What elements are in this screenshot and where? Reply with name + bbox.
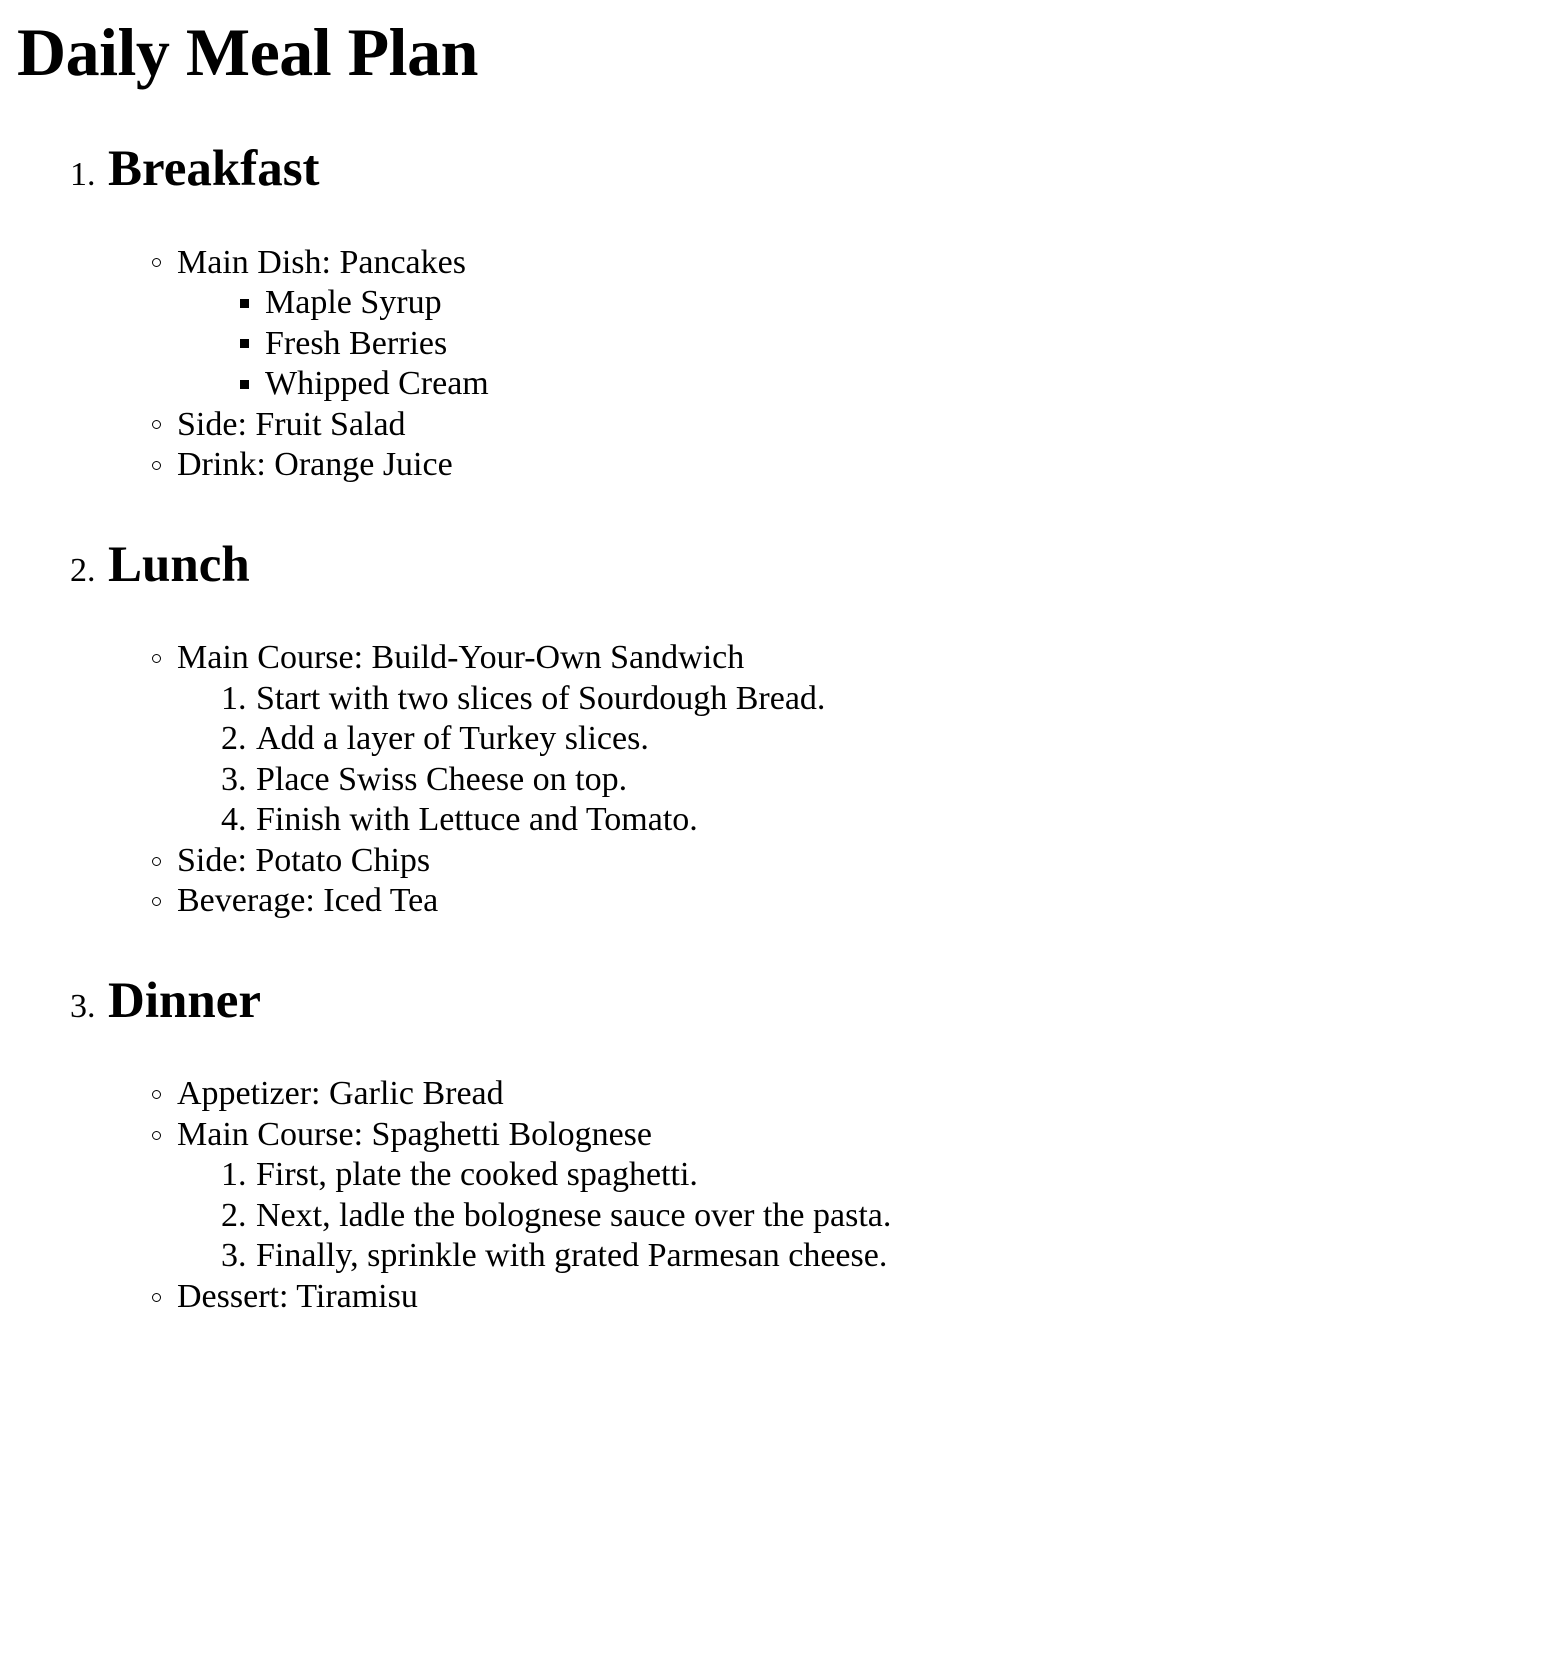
meal-name: Lunch <box>108 536 250 593</box>
dish-item <box>152 638 1534 841</box>
meal-number: 1. <box>70 156 96 193</box>
meal-heading <box>70 536 1534 595</box>
dish-text: Beverage: Iced Tea <box>177 882 439 920</box>
step-list <box>152 1155 1534 1277</box>
dish-text: Main Dish: Pancakes <box>177 243 466 281</box>
circle-bullet-icon <box>152 897 161 906</box>
document-page <box>0 14 1551 1317</box>
meal-lunch <box>70 536 1534 922</box>
meal-name: Dinner <box>108 972 261 1029</box>
step-item <box>221 1155 1534 1196</box>
step-number: 4. <box>221 801 247 839</box>
dish-list <box>70 1074 1534 1317</box>
step-item <box>221 800 1534 841</box>
circle-bullet-icon <box>152 258 161 267</box>
circle-bullet-icon <box>152 1131 161 1140</box>
step-item <box>221 679 1534 720</box>
step-text: Next, ladle the bolognese sauce over the pasta. <box>256 1196 892 1234</box>
step-item <box>221 1236 1534 1277</box>
dish-list <box>70 243 1534 486</box>
dish-item <box>152 881 1534 922</box>
dish-item <box>152 405 1534 446</box>
dish-item <box>152 243 1534 405</box>
dish-item <box>152 1074 1534 1115</box>
circle-bullet-icon <box>152 420 161 429</box>
dish-text: Main Course: Spaghetti Bolognese <box>177 1115 653 1153</box>
step-number: 3. <box>221 760 247 798</box>
step-text: Add a layer of Turkey slices. <box>256 720 649 758</box>
meal-dinner <box>70 972 1534 1318</box>
meal-heading <box>70 972 1534 1031</box>
topping-item <box>240 324 1534 365</box>
meal-list <box>17 140 1534 1317</box>
dish-item <box>152 445 1534 486</box>
square-bullet-icon <box>240 339 249 348</box>
step-text: Finish with Lettuce and Tomato. <box>256 801 698 839</box>
step-text: First, plate the cooked spaghetti. <box>256 1156 698 1194</box>
circle-bullet-icon <box>152 1293 161 1302</box>
dish-item <box>152 1277 1534 1318</box>
step-number: 2. <box>221 720 247 758</box>
step-item <box>221 1196 1534 1237</box>
topping-list <box>152 283 1534 405</box>
dish-item <box>152 841 1534 882</box>
circle-bullet-icon <box>152 857 161 866</box>
step-number: 3. <box>221 1237 247 1275</box>
topping-text: Fresh Berries <box>265 324 448 362</box>
step-list <box>152 679 1534 841</box>
dish-text: Dessert: Tiramisu <box>177 1277 418 1315</box>
topping-text: Whipped Cream <box>265 365 489 403</box>
dish-text: Side: Potato Chips <box>177 841 431 879</box>
step-number: 1. <box>221 679 247 717</box>
square-bullet-icon <box>240 299 249 308</box>
meal-number: 3. <box>70 987 96 1025</box>
step-item <box>221 760 1534 801</box>
meal-number: 2. <box>70 551 96 589</box>
circle-bullet-icon <box>152 1090 161 1099</box>
step-item <box>221 719 1534 760</box>
step-text: Finally, sprinkle with grated Parmesan cheese. <box>256 1237 888 1275</box>
dish-text: Side: Fruit Salad <box>177 405 406 443</box>
dish-text: Main Course: Build-Your-Own Sandwich <box>177 639 745 677</box>
circle-bullet-icon <box>152 654 161 663</box>
dish-list <box>70 638 1534 922</box>
dish-text: Appetizer: Garlic Bread <box>177 1075 504 1113</box>
circle-bullet-icon <box>152 461 161 470</box>
meal-breakfast <box>70 140 1534 486</box>
step-text: Start with two slices of Sourdough Bread. <box>256 679 826 717</box>
topping-text: Maple Syrup <box>265 284 442 322</box>
topping-item <box>240 283 1534 324</box>
topping-item <box>240 364 1534 405</box>
step-text: Place Swiss Cheese on top. <box>256 760 628 798</box>
page-title: Daily Meal Plan <box>17 14 478 90</box>
step-number: 1. <box>221 1156 247 1194</box>
square-bullet-icon <box>240 380 249 389</box>
dish-text: Drink: Orange Juice <box>177 446 453 484</box>
meal-heading <box>70 140 1534 199</box>
dish-item <box>152 1115 1534 1277</box>
meal-name: Breakfast <box>108 141 320 197</box>
step-number: 2. <box>221 1196 247 1234</box>
